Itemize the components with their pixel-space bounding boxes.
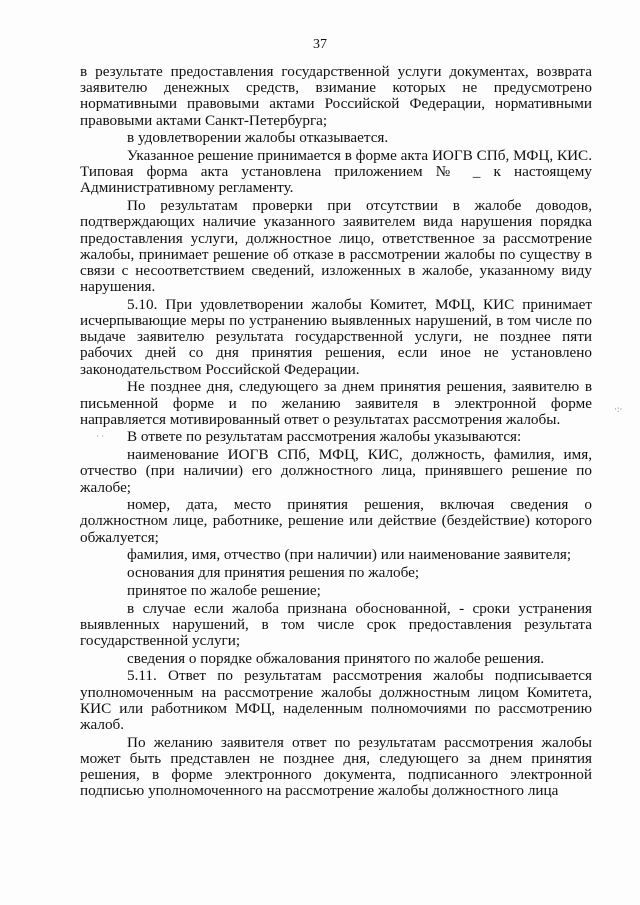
paragraph: 5.10. При удовлетворении жалобы Комитет, МФЦ, КИС принимает исчерпывающие меры по устранению выявленных нарушений, в том числе по выдаче заявителю результата государственной услуги, не позднее пяти рабочих дней со дня принятия решения, если иное не установлено законодательством Российской Федерации. xyxy=(80,295,592,378)
paragraph: По желанию заявителя ответ по результатам рассмотрения жалобы может быть представлен не позднее дня, следующего за днем принятия решения, в форме электронного документа, подписанного электронной подписью уполномоченного на рассмотрение жалобы должностного лица xyxy=(80,733,592,800)
paragraph: в результате предоставления государственной услуги документах, возврата заявителю денежных средств, взимание которых не предусмотрено нормативными правовыми актами Российской Федерации, нормативными правовыми актами Санкт-Петербурга; xyxy=(80,63,592,129)
paragraph: в случае если жалоба признана обоснованной, - сроки устранения выявленных нарушений, в том числе срок предоставления результата государственной услуги; xyxy=(80,599,592,649)
paragraph: принятое по жалобе решение; xyxy=(127,581,321,599)
paragraph: фамилия, имя, отчество (при наличии) или наименование заявителя; xyxy=(127,546,572,564)
paragraph: Не позднее дня, следующего за днем принятия решения, заявителю в письменной форме и по желанию заявителя в электронной форме направляется мотивированный ответ о результатах рассмотрения жалобы. xyxy=(80,378,592,428)
scan-artifact: · · xyxy=(96,431,105,441)
page-number: 37 xyxy=(313,37,327,52)
paragraph: 5.11. Ответ по результатам рассмотрения жалобы подписывается уполномоченным на рассмотрение жалобы должностным лицом Комитета, КИС или работником МФЦ, наделенным полномочиями по рассмотрению жалоб. xyxy=(80,667,592,733)
paragraph: сведения о порядке обжалования принятого по жалобе решения. xyxy=(127,649,545,667)
paragraph: наименование ИОГВ СПб, МФЦ, КИС, должность, фамилия, имя, отчество (при наличии) его должностного лица, принявшего решение по жалобе; xyxy=(80,446,592,496)
scan-artifact: ·:· xyxy=(614,404,623,414)
paragraph: в удовлетворении жалобы отказывается. xyxy=(127,129,389,147)
paragraph: В ответе по результатам рассмотрения жалобы указываются: xyxy=(127,428,522,446)
paragraph: основания для принятия решения по жалобе; xyxy=(127,564,420,582)
document-body xyxy=(80,64,592,801)
paragraph: Указанное решение принимается в форме акта ИОГВ СПб, МФЦ, КИС. Типовая форма акта установлена приложением № _ к настоящему Административному регламенту. xyxy=(80,147,592,197)
paragraph: По результатам проверки при отсутствии в жалобе доводов, подтверждающих наличие указанного заявителем вида нарушения порядка предоставления услуги, должностное лицо, ответственное за рассмотрение жалобы, принимает решение об отказе в рассмотрении жалобы по существу в связи с несоответствием сведений, изложенных в жалобе, указанному виду нарушения. xyxy=(80,197,592,296)
paragraph: номер, дата, место принятия решения, включая сведения о должностном лице, работнике, решение или действие (бездействие) которого обжалуется; xyxy=(80,496,592,546)
